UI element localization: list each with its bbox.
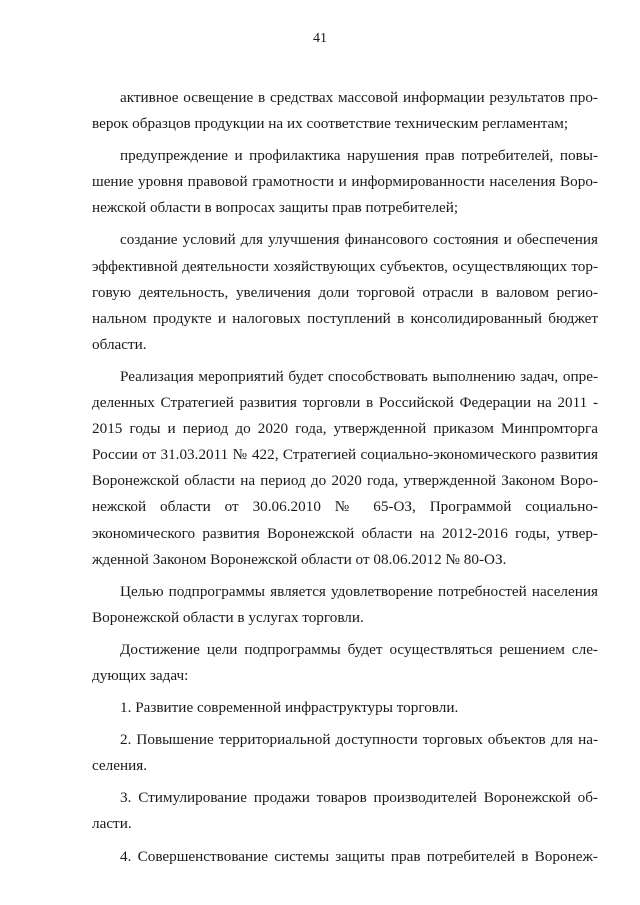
text-line: Целью подпрограммы является удовлетворение потребностей населения — [120, 582, 598, 600]
text-line: Воронежской области на период до 2020 года, утвержденной Законом Воро- — [92, 472, 598, 490]
text-line: 2. Повышение территориальной доступности торговых объектов для на- — [120, 731, 598, 749]
paragraph — [92, 727, 598, 779]
text-line: 4. Совершенствование системы защиты прав потребителей в Воронеж- — [120, 847, 598, 865]
paragraph — [92, 844, 598, 870]
paragraph — [92, 227, 598, 357]
paragraph — [92, 143, 598, 221]
page-number: 41 — [313, 31, 327, 46]
text-line: 2015 годы и период до 2020 года, утвержденной приказом Минпромторга — [92, 420, 598, 438]
text-line: Воронежской области в услугах торговли. — [92, 608, 364, 626]
text-line: нежской области в вопросах защиты прав потребителей; — [92, 199, 459, 217]
text-line: экономического развития Воронежской области на 2012-2016 годы, утвер- — [92, 524, 598, 542]
paragraph — [92, 785, 598, 837]
text-line: 1. Развитие современной инфраструктуры торговли. — [120, 699, 459, 717]
paragraph — [92, 364, 598, 573]
text-line: деленных Стратегией развития торговли в Российской Федерации на 2011 - — [92, 394, 598, 412]
text-line: нежской области от 30.06.2010 № 65-ОЗ, Программой социально- — [92, 498, 598, 516]
text-line: Реализация мероприятий будет способствовать выполнению задач, опре- — [120, 367, 598, 385]
paragraph — [92, 579, 598, 631]
paragraph — [92, 695, 598, 721]
text-line: дующих задач: — [92, 666, 189, 684]
text-line: жденной Законом Воронежской области от 08.06.2012 № 80-ОЗ. — [92, 550, 507, 568]
text-line: шение уровня правовой грамотности и информированности населения Воро- — [92, 173, 598, 191]
text-line: предупреждение и профилактика нарушения прав потребителей, повы- — [120, 147, 598, 165]
paragraph — [92, 85, 598, 137]
text-line: ласти. — [92, 815, 132, 833]
text-line: области. — [92, 335, 147, 353]
text-line: Достижение цели подпрограммы будет осуществляться решением сле- — [120, 640, 598, 658]
text-line: эффективной деятельности хозяйствующих субъектов, осуществляющих тор- — [92, 257, 598, 275]
text-line: России от 31.03.2011 № 422, Стратегией социально-экономического развития — [92, 446, 598, 464]
text-line: селения. — [92, 757, 148, 775]
body-text — [92, 85, 598, 870]
text-line: 3. Стимулирование продажи товаров производителей Воронежской об- — [120, 789, 598, 807]
text-line: верок образцов продукции на их соответствие техническим регламентам; — [92, 115, 569, 133]
text-line: создание условий для улучшения финансового состояния и обеспечения — [120, 231, 598, 249]
paragraph — [92, 637, 598, 689]
text-line: говую деятельность, увеличения доли торговой отрасли в валовом регио- — [92, 283, 598, 301]
text-line: нальном продукте и налоговых поступлений в консолидированный бюджет — [92, 309, 598, 327]
text-line: активное освещение в средствах массовой информации результатов про- — [120, 89, 598, 106]
